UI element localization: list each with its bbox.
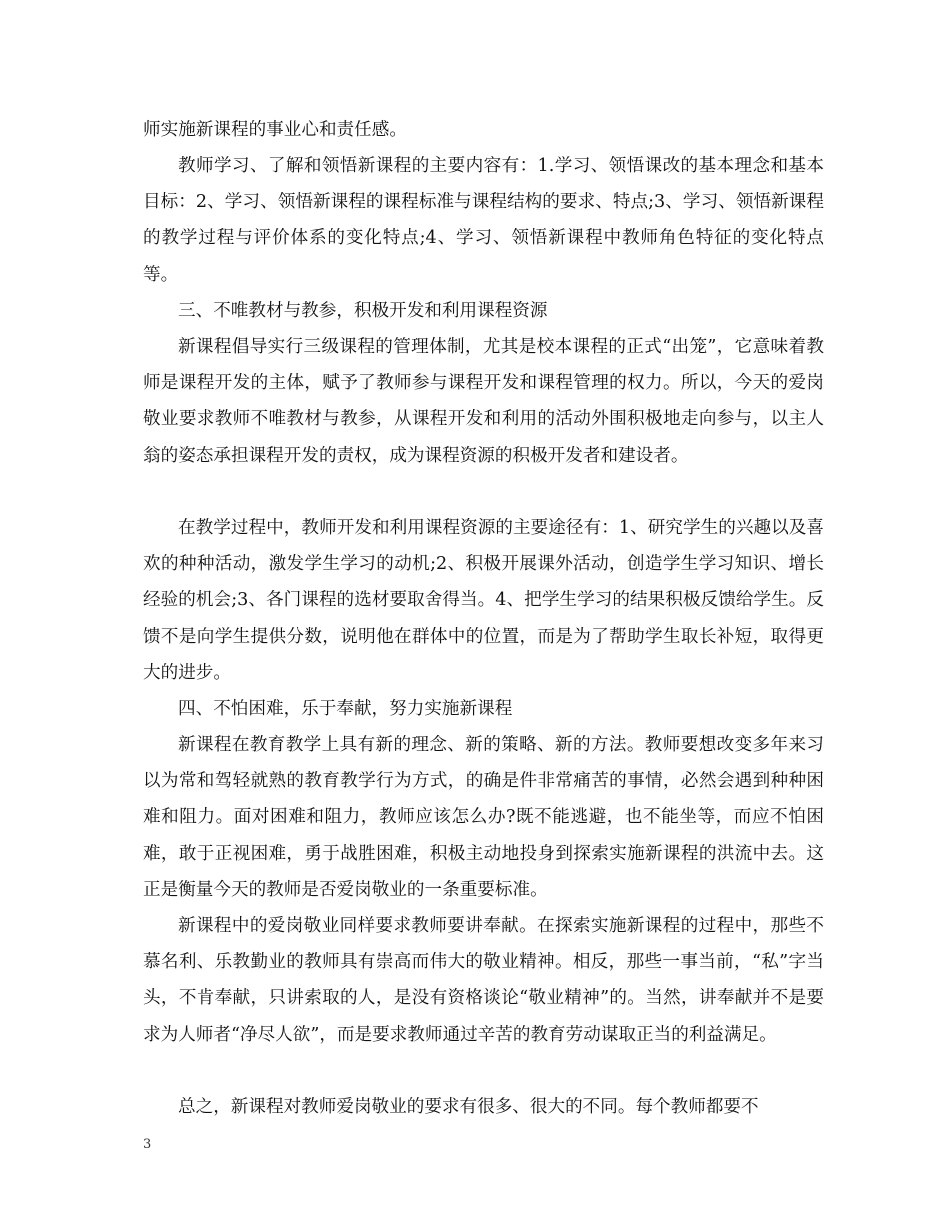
paragraph-conclusion: 总之，新课程对教师爱岗敬业的要求有很多、很大的不同。每个教师都要不 [178,1097,759,1117]
paragraph-dedication: 新课程中的爱岗敬业同样要求教师要讲奉献。在探索实施新课程的过程中，那些不慕名利、乐教勤业的教师具有崇高而伟大的敬业精神。相反，那些一事当前，“私”字当头，不肯奉献，只讲索取的人，是没有资格谈论“敬业精神”的。当然，讲奉献并不是要求为人师者“净尽人欲”，而是要求教师通过辛苦的教育劳动谋取正当的利益满足。 [143,916,824,1045]
page-number: 3 [143,1137,152,1152]
section-heading-3: 三、不唯教材与教参，积极开发和利用课程资源 [178,301,548,321]
paragraph-facing-difficulties: 新课程在教育教学上具有新的理念、新的策略、新的方法。教师要想改变多年来习以为常和驾轻就熟的教育教学行为方式，的确是件非常痛苦的事情，必然会遇到种种困难和阻力。面对困难和阻力，教师应该怎么办?既不能逃避，也不能坐等，而应不怕困难，敢于正视困难，勇于战胜困难，积极主动地投身到探索实施新课程的洪流中去。这正是衡量今天的教师是否爱岗敬业的一条重要标准。 [143,735,824,900]
paragraph-learning-content: 教师学习、了解和领悟新课程的主要内容有：1.学习、领悟课改的基本理念和基本目标：2、学习、领悟新课程的课程标准与课程结构的要求、特点;3、学习、领悟新课程的教学过程与评价体系的变化特点;4、学习、领悟新课程中教师角色特征的变化特点等。 [143,156,824,285]
paragraph-resource-approaches: 在教学过程中，教师开发和利用课程资源的主要途径有：1、研究学生的兴趣以及喜欢的种种活动，激发学生学习的动机;2、积极开展课外活动，创造学生学习知识、增长经验的机会;3、各门课程的选材要取舍得当。4、把学生学习的结果积极反馈给学生。反馈不是向学生提供分数，说明他在群体中的位置，而是为了帮助学生取长补短，取得更大的进步。 [143,518,824,683]
paragraph-curriculum-management: 新课程倡导实行三级课程的管理体制，尤其是校本课程的正式“出笼”，它意味着教师是课程开发的主体，赋予了教师参与课程开发和课程管理的权力。所以，今天的爱岗敬业要求教师不唯教材与教参，从课程开发和利用的活动外围积极地走向参与，以主人翁的姿态承担课程开发的责权，成为课程资源的积极开发者和建设者。 [143,337,824,466]
section-heading-4: 四、不怕困难，乐于奉献，努力实施新课程 [178,699,513,719]
paragraph-continuation: 师实施新课程的事业心和责任感。 [143,120,407,140]
